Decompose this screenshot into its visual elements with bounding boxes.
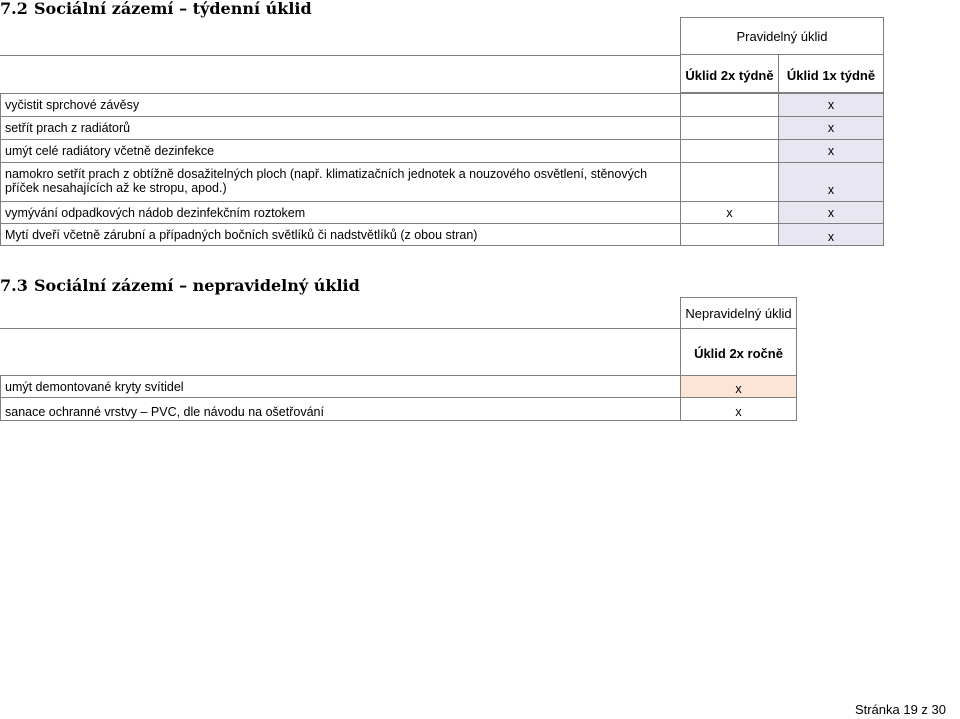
x-mark: x <box>735 381 742 396</box>
mark-cell <box>778 93 884 117</box>
task-text: vymývání odpadkových nádob dezinfekčním roztokem <box>5 205 306 220</box>
table-row <box>0 375 680 398</box>
table-row <box>0 93 680 117</box>
task-text: sanace ochranné vrstvy – PVC, dle návodu na ošetřování <box>5 405 324 419</box>
mark-cell <box>680 116 779 140</box>
page-footer: Stránka 19 z 30 <box>854 702 946 717</box>
mark-cell <box>680 93 779 117</box>
top-rule <box>0 55 680 56</box>
mark-cell <box>778 116 884 140</box>
x-mark: x <box>726 205 733 220</box>
table-row <box>0 116 680 140</box>
mark-cell <box>778 201 884 224</box>
section-7-3-heading <box>0 277 360 295</box>
regular-cleaning-label: Pravidelný úklid <box>736 29 828 44</box>
table-row <box>0 201 680 224</box>
mark-cell <box>778 223 884 246</box>
col-twice-weekly-label: Úklid 2x týdně <box>685 67 774 83</box>
section-title: Sociální zázemí – nepravidelný úklid <box>34 276 360 295</box>
mark-cell <box>680 162 779 202</box>
table-row <box>0 162 680 202</box>
irregular-cleaning-header <box>680 297 797 329</box>
task-text-line1: namokro setřít prach z obtížně dosažitelných ploch (např. klimatizačních jednotek a nouzového osvětlení, stěnových <box>5 167 648 181</box>
x-mark: x <box>827 205 835 220</box>
mark-cell <box>778 139 884 163</box>
col-twice-yearly-header <box>680 328 797 376</box>
section-7-2-heading <box>0 0 312 18</box>
task-text-line2: příček nesahajících až ke stropu, apod.) <box>5 181 227 195</box>
table-row <box>0 139 680 163</box>
mark-cell <box>680 397 797 421</box>
mark-cell <box>680 375 797 398</box>
x-mark: x <box>827 121 835 135</box>
task-text: umýt demontované kryty svítidel <box>5 379 184 394</box>
col-twice-weekly-header <box>680 54 779 93</box>
col-once-weekly-label: Úklid 1x týdně <box>786 67 876 83</box>
task-text: Mytí dveří včetně zárubní a případných bočních světlíků či nadstvětlíků (z obou stran) <box>5 227 478 242</box>
task-text: umýt celé radiátory včetně dezinfekce <box>5 144 215 158</box>
mark-cell <box>680 201 779 224</box>
table-row <box>0 223 680 246</box>
mark-cell <box>778 162 884 202</box>
section-number: 7.3 <box>0 276 28 295</box>
regular-cleaning-header <box>680 17 884 55</box>
section-number: 7.2 <box>0 0 28 18</box>
x-mark: x <box>827 144 835 158</box>
x-mark: x <box>827 98 835 112</box>
x-mark: x <box>827 230 835 244</box>
irregular-cleaning-label: Nepravidelný úklid <box>685 306 792 321</box>
x-mark: x <box>827 183 835 197</box>
mark-cell <box>680 223 779 246</box>
task-text: setřít prach z radiátorů <box>5 121 131 135</box>
section2-top-rule <box>0 328 680 329</box>
x-mark: x <box>735 405 742 419</box>
col-once-weekly-header <box>778 54 884 93</box>
section-title: Sociální zázemí – týdenní úklid <box>34 0 312 18</box>
task-text: vyčistit sprchové závěsy <box>5 98 140 112</box>
col-twice-yearly-label: Úklid 2x ročně <box>694 346 783 361</box>
mark-cell <box>680 139 779 163</box>
table-row <box>0 397 680 421</box>
